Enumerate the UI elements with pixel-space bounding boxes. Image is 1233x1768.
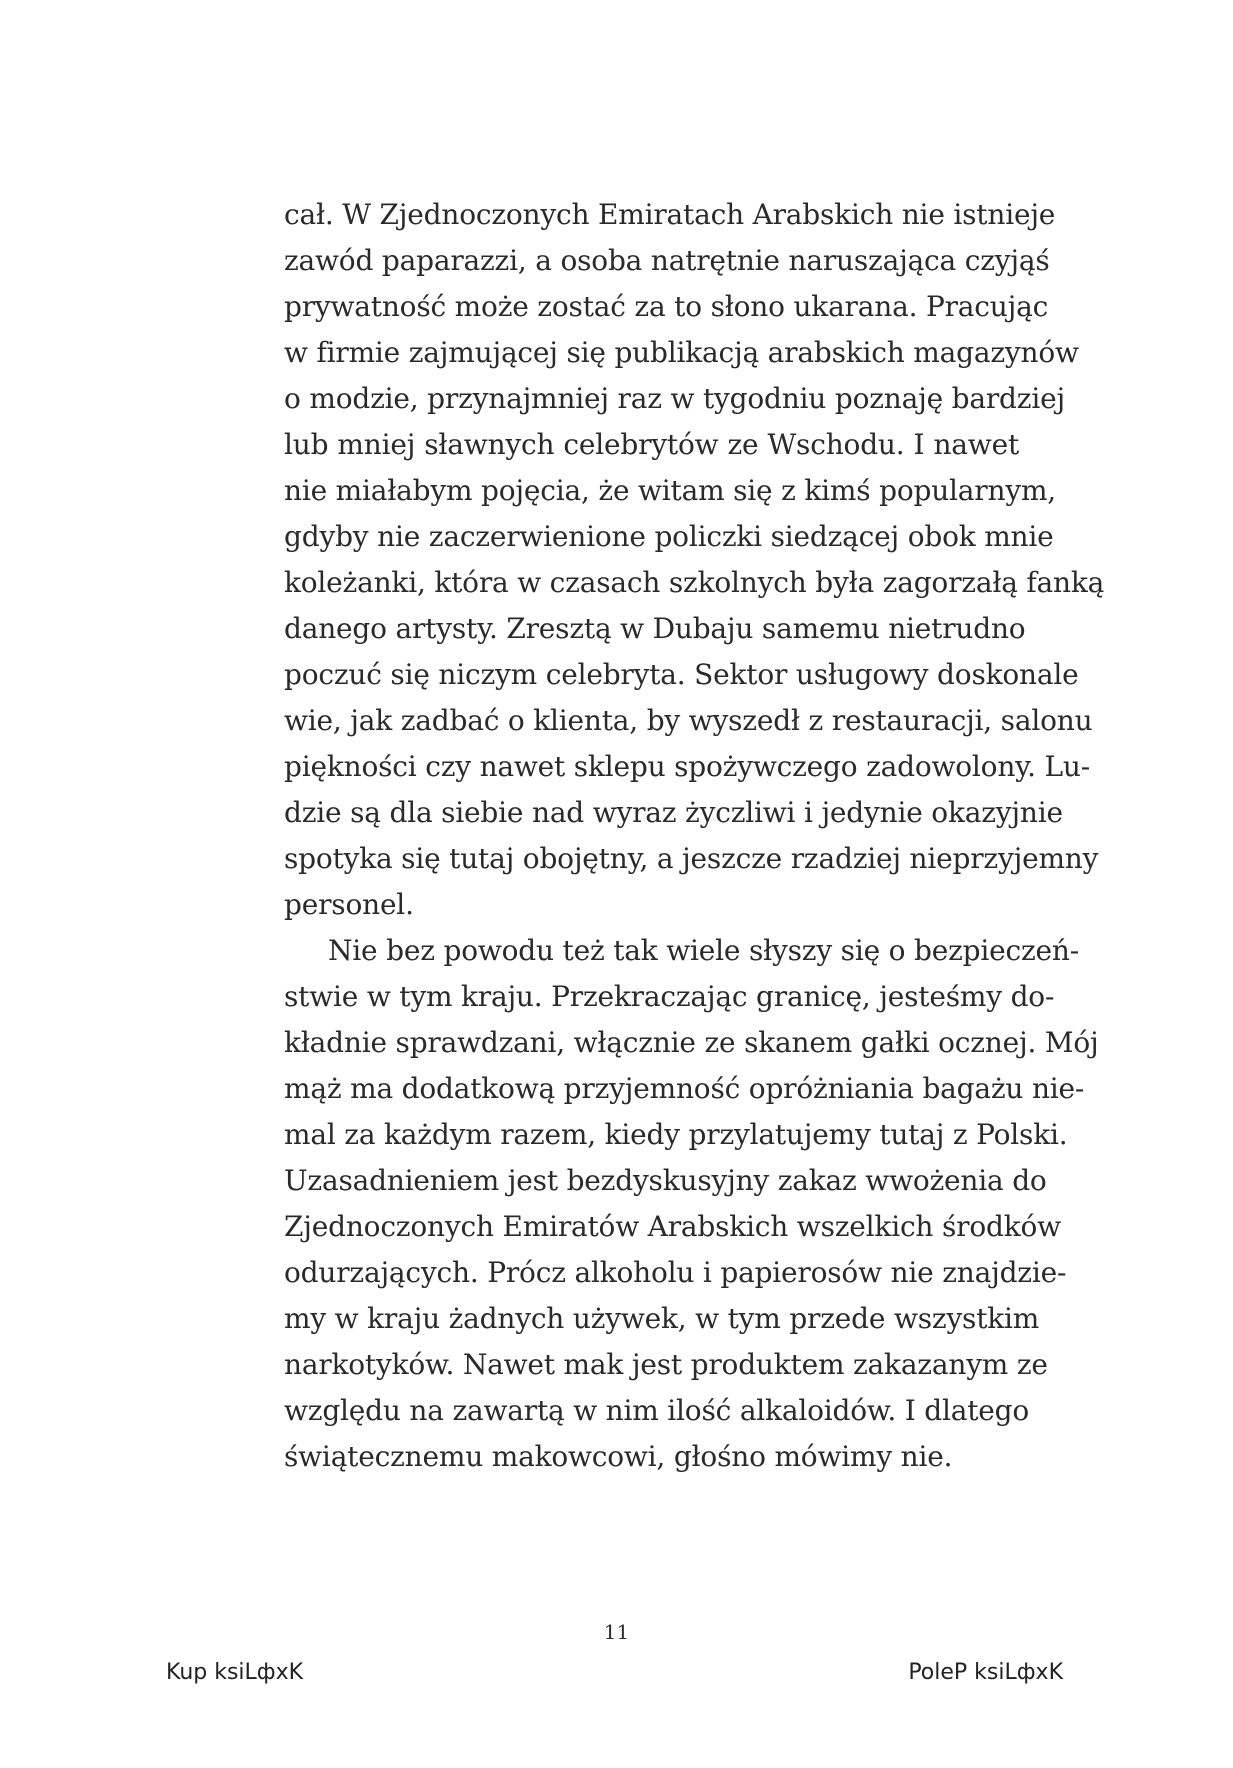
text-line: piękności czy nawet sklepu spożywczego zadowolony. Lu- bbox=[284, 750, 1090, 783]
text-line: koleżanki, która w czasach szkolnych była zagorzałą fanką bbox=[284, 566, 1105, 599]
text-line: o modzie, przynajmniej raz w tygodniu poznaję bardziej bbox=[284, 382, 1065, 415]
text-line: mąż ma dodatkową przyjemność opróżniania bagażu nie- bbox=[284, 1072, 1085, 1105]
text-line: cał. W Zjednoczonych Emiratach Arabskich nie istnieje bbox=[284, 198, 1056, 231]
text-line: spotyka się tutaj obojętny, a jeszcze rzadziej nieprzyjemny bbox=[284, 842, 1099, 875]
text-line: Uzasadnieniem jest bezdyskusyjny zakaz wwożenia do bbox=[284, 1164, 1047, 1197]
text-line: poczuć się niczym celebryta. Sektor usługowy doskonale bbox=[284, 658, 1079, 691]
text-line: zawód paparazzi, a osoba natrętnie naruszająca czyjąś bbox=[284, 244, 1050, 277]
text-line: Zjednoczonych Emiratów Arabskich wszelkich środków bbox=[284, 1210, 1061, 1243]
recommend-book-link[interactable]: PoleP ksiLфxK bbox=[908, 1660, 1063, 1685]
text-line: stwie w tym kraju. Przekraczając granicę, jesteśmy do- bbox=[284, 980, 1055, 1013]
text-line: odurzających. Prócz alkoholu i papierosów nie znajdzie- bbox=[284, 1256, 1067, 1289]
text-line: danego artysty. Zresztą w Dubaju samemu nietrudno bbox=[284, 612, 1026, 645]
text-line: my w kraju żadnych używek, w tym przede wszystkim bbox=[284, 1302, 1040, 1335]
text-line: kładnie sprawdzani, włącznie ze skanem gałki ocznej. Mój bbox=[284, 1026, 1099, 1059]
text-line: względu na zawartą w nim ilość alkaloidów. I dlatego bbox=[284, 1394, 1030, 1427]
paragraph-first-line: Nie bez powodu też tak wiele słyszy się o bezpieczeń- bbox=[328, 934, 1079, 967]
text-line: wie, jak zadbać o klienta, by wyszedł z restauracji, salonu bbox=[284, 704, 1093, 737]
page-body-text bbox=[284, 192, 1105, 1480]
text-line: w firmie zajmującej się publikacją arabskich magazynów bbox=[284, 336, 1079, 369]
text-line: mal za każdym razem, kiedy przylatujemy tutaj z Polski. bbox=[284, 1118, 1068, 1151]
text-line: narkotyków. Nawet mak jest produktem zakazanym ze bbox=[284, 1348, 1048, 1381]
text-line: gdyby nie zaczerwienione policzki siedzącej obok mnie bbox=[284, 520, 1054, 553]
page-number: 11 bbox=[603, 1620, 630, 1644]
text-line: świątecznemu makowcowi, głośno mówimy nie. bbox=[284, 1440, 953, 1473]
buy-book-link[interactable]: Kup ksiLфxK bbox=[166, 1660, 304, 1685]
text-line: personel. bbox=[284, 888, 414, 921]
text-line: prywatność może zostać za to słono ukarana. Pracując bbox=[284, 290, 1049, 323]
text-line: dzie są dla siebie nad wyraz życzliwi i jedynie okazyjnie bbox=[284, 796, 1063, 829]
text-line: lub mniej sławnych celebrytów ze Wschodu. I nawet bbox=[284, 428, 1019, 461]
text-line: nie miałabym pojęcia, że witam się z kimś popularnym, bbox=[284, 474, 1056, 507]
